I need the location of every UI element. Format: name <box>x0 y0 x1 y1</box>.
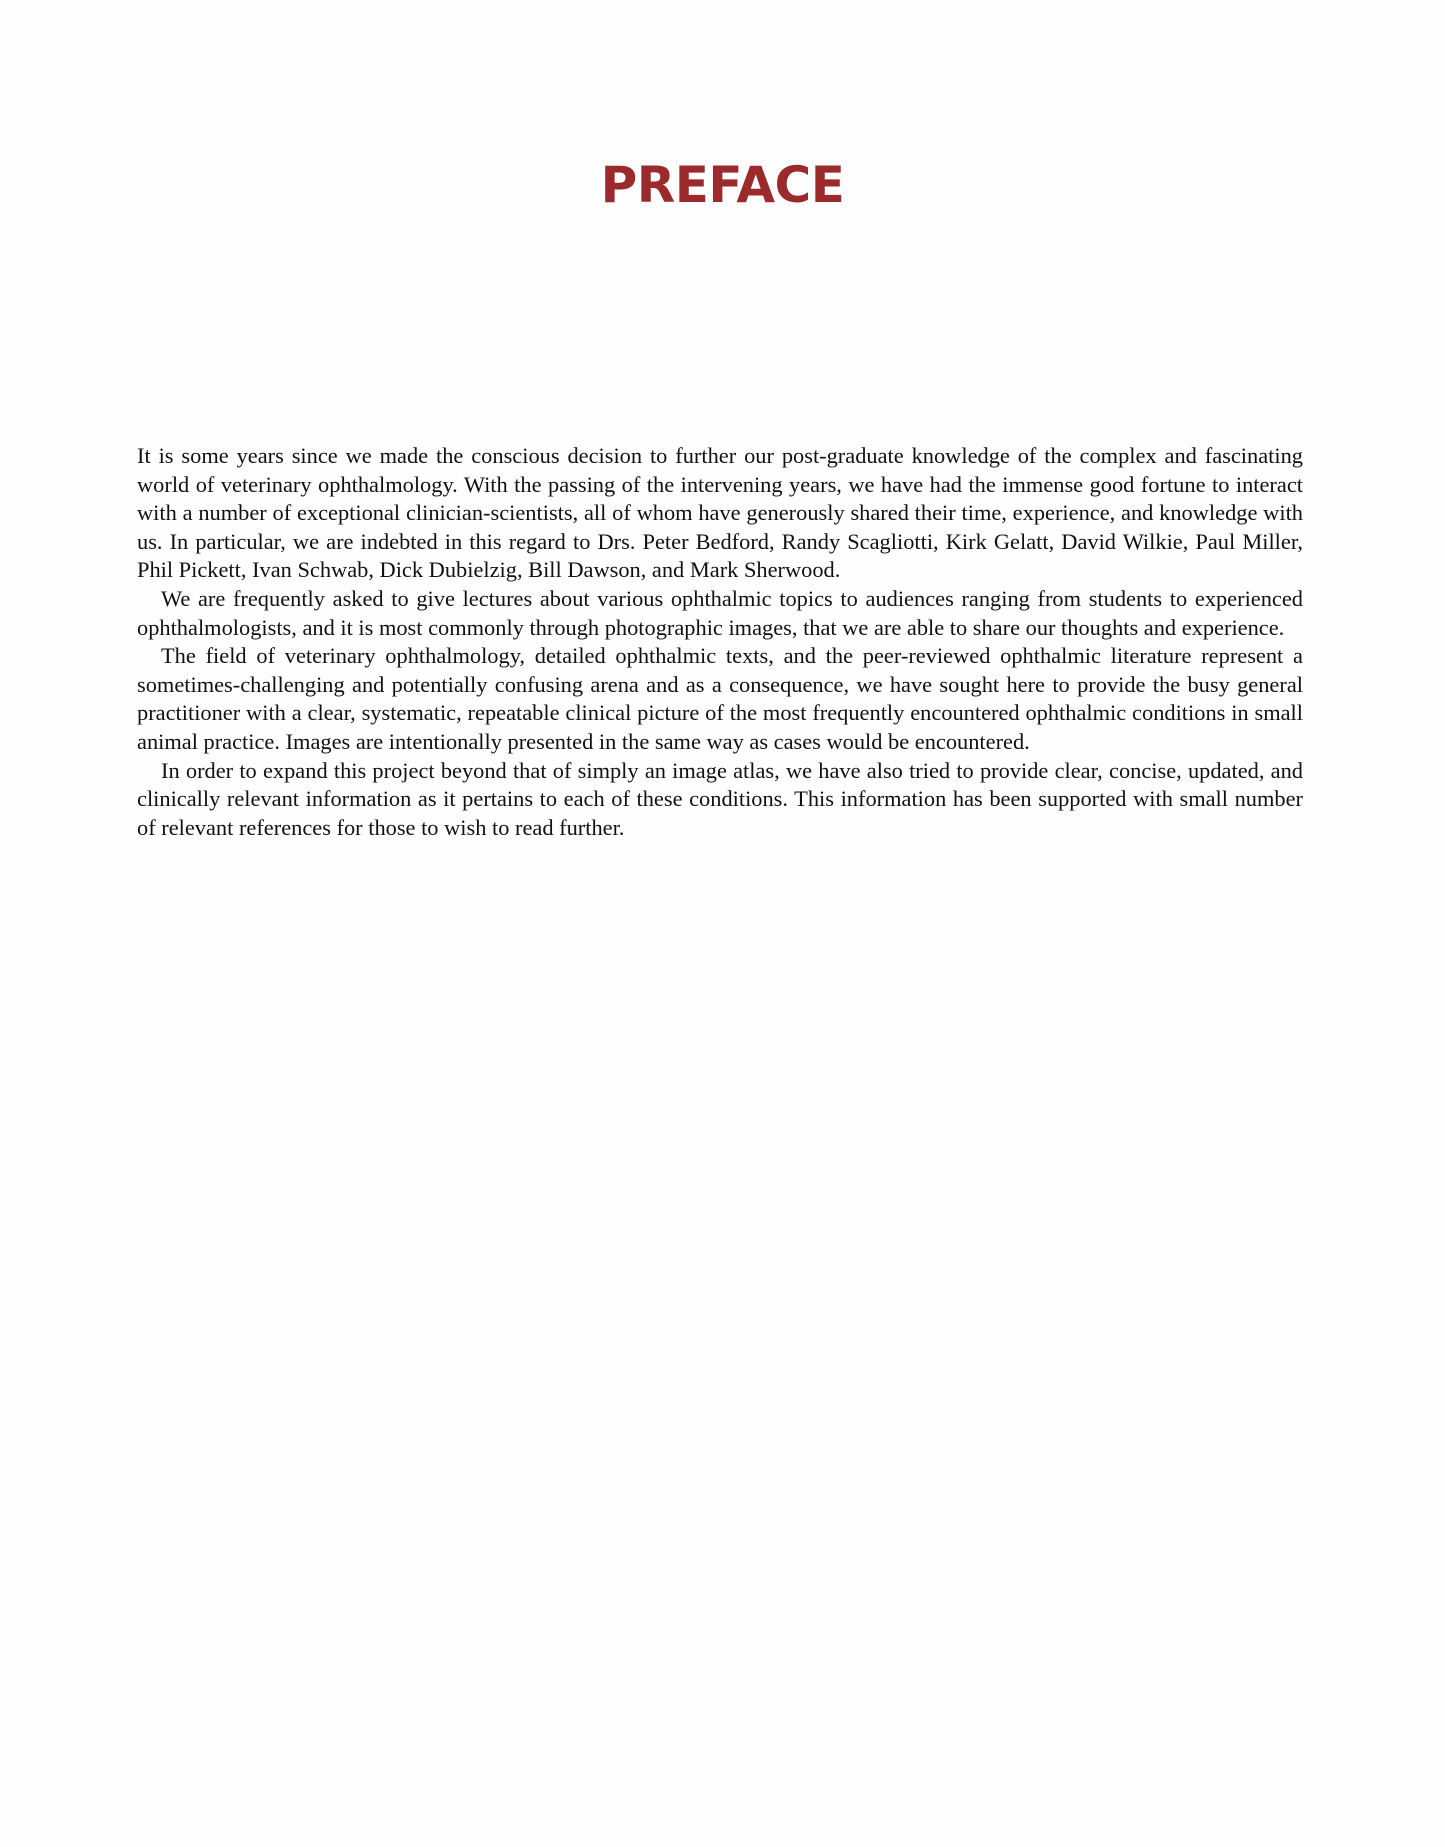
preface-body <box>137 442 1303 842</box>
paragraph-1: It is some years since we made the conscious decision to further our post-graduate knowledge of the complex and fascinating world of veterinary ophthalmology. With the passing of the intervening years, we have had the immense good fortune to interact with a number of exceptional clinician-scientists, all of whom have generously shared their time, experience, and knowledge with us. In particular, we are indebted in this regard to Drs. Peter Bedford, Randy Scagliotti, Kirk Gelatt, David Wilkie, Paul Miller, Phil Pickett, Ivan Schwab, Dick Dubielzig, Bill Dawson, and Mark Sherwood. <box>137 443 1303 583</box>
page-title: PREFACE <box>600 156 845 214</box>
paragraph-2: We are frequently asked to give lectures about various ophthalmic topics to audiences ranging from students to experienced ophthalmologists, and it is most commonly through photographic images, that we are able to share our thoughts and experience. <box>137 585 1303 640</box>
paragraph-3: The field of veterinary ophthalmology, detailed ophthalmic texts, and the peer-reviewed ophthalmic literature represent a sometimes-challenging and potentially confusing arena and as a consequence, we have sought here to provide the busy general practitioner with a clear, systematic, repeatable clinical picture of the most frequently encountered ophthalmic conditions in small animal practice. Images are intentionally presented in the same way as cases would be encountered. <box>137 643 1303 754</box>
paragraph-4: In order to expand this project beyond that of simply an image atlas, we have also tried to provide clear, concise, updated, and clinically relevant information as it pertains to each of these conditions. This information has been supported with small number of relevant references for those to wish to read further. <box>137 757 1303 840</box>
